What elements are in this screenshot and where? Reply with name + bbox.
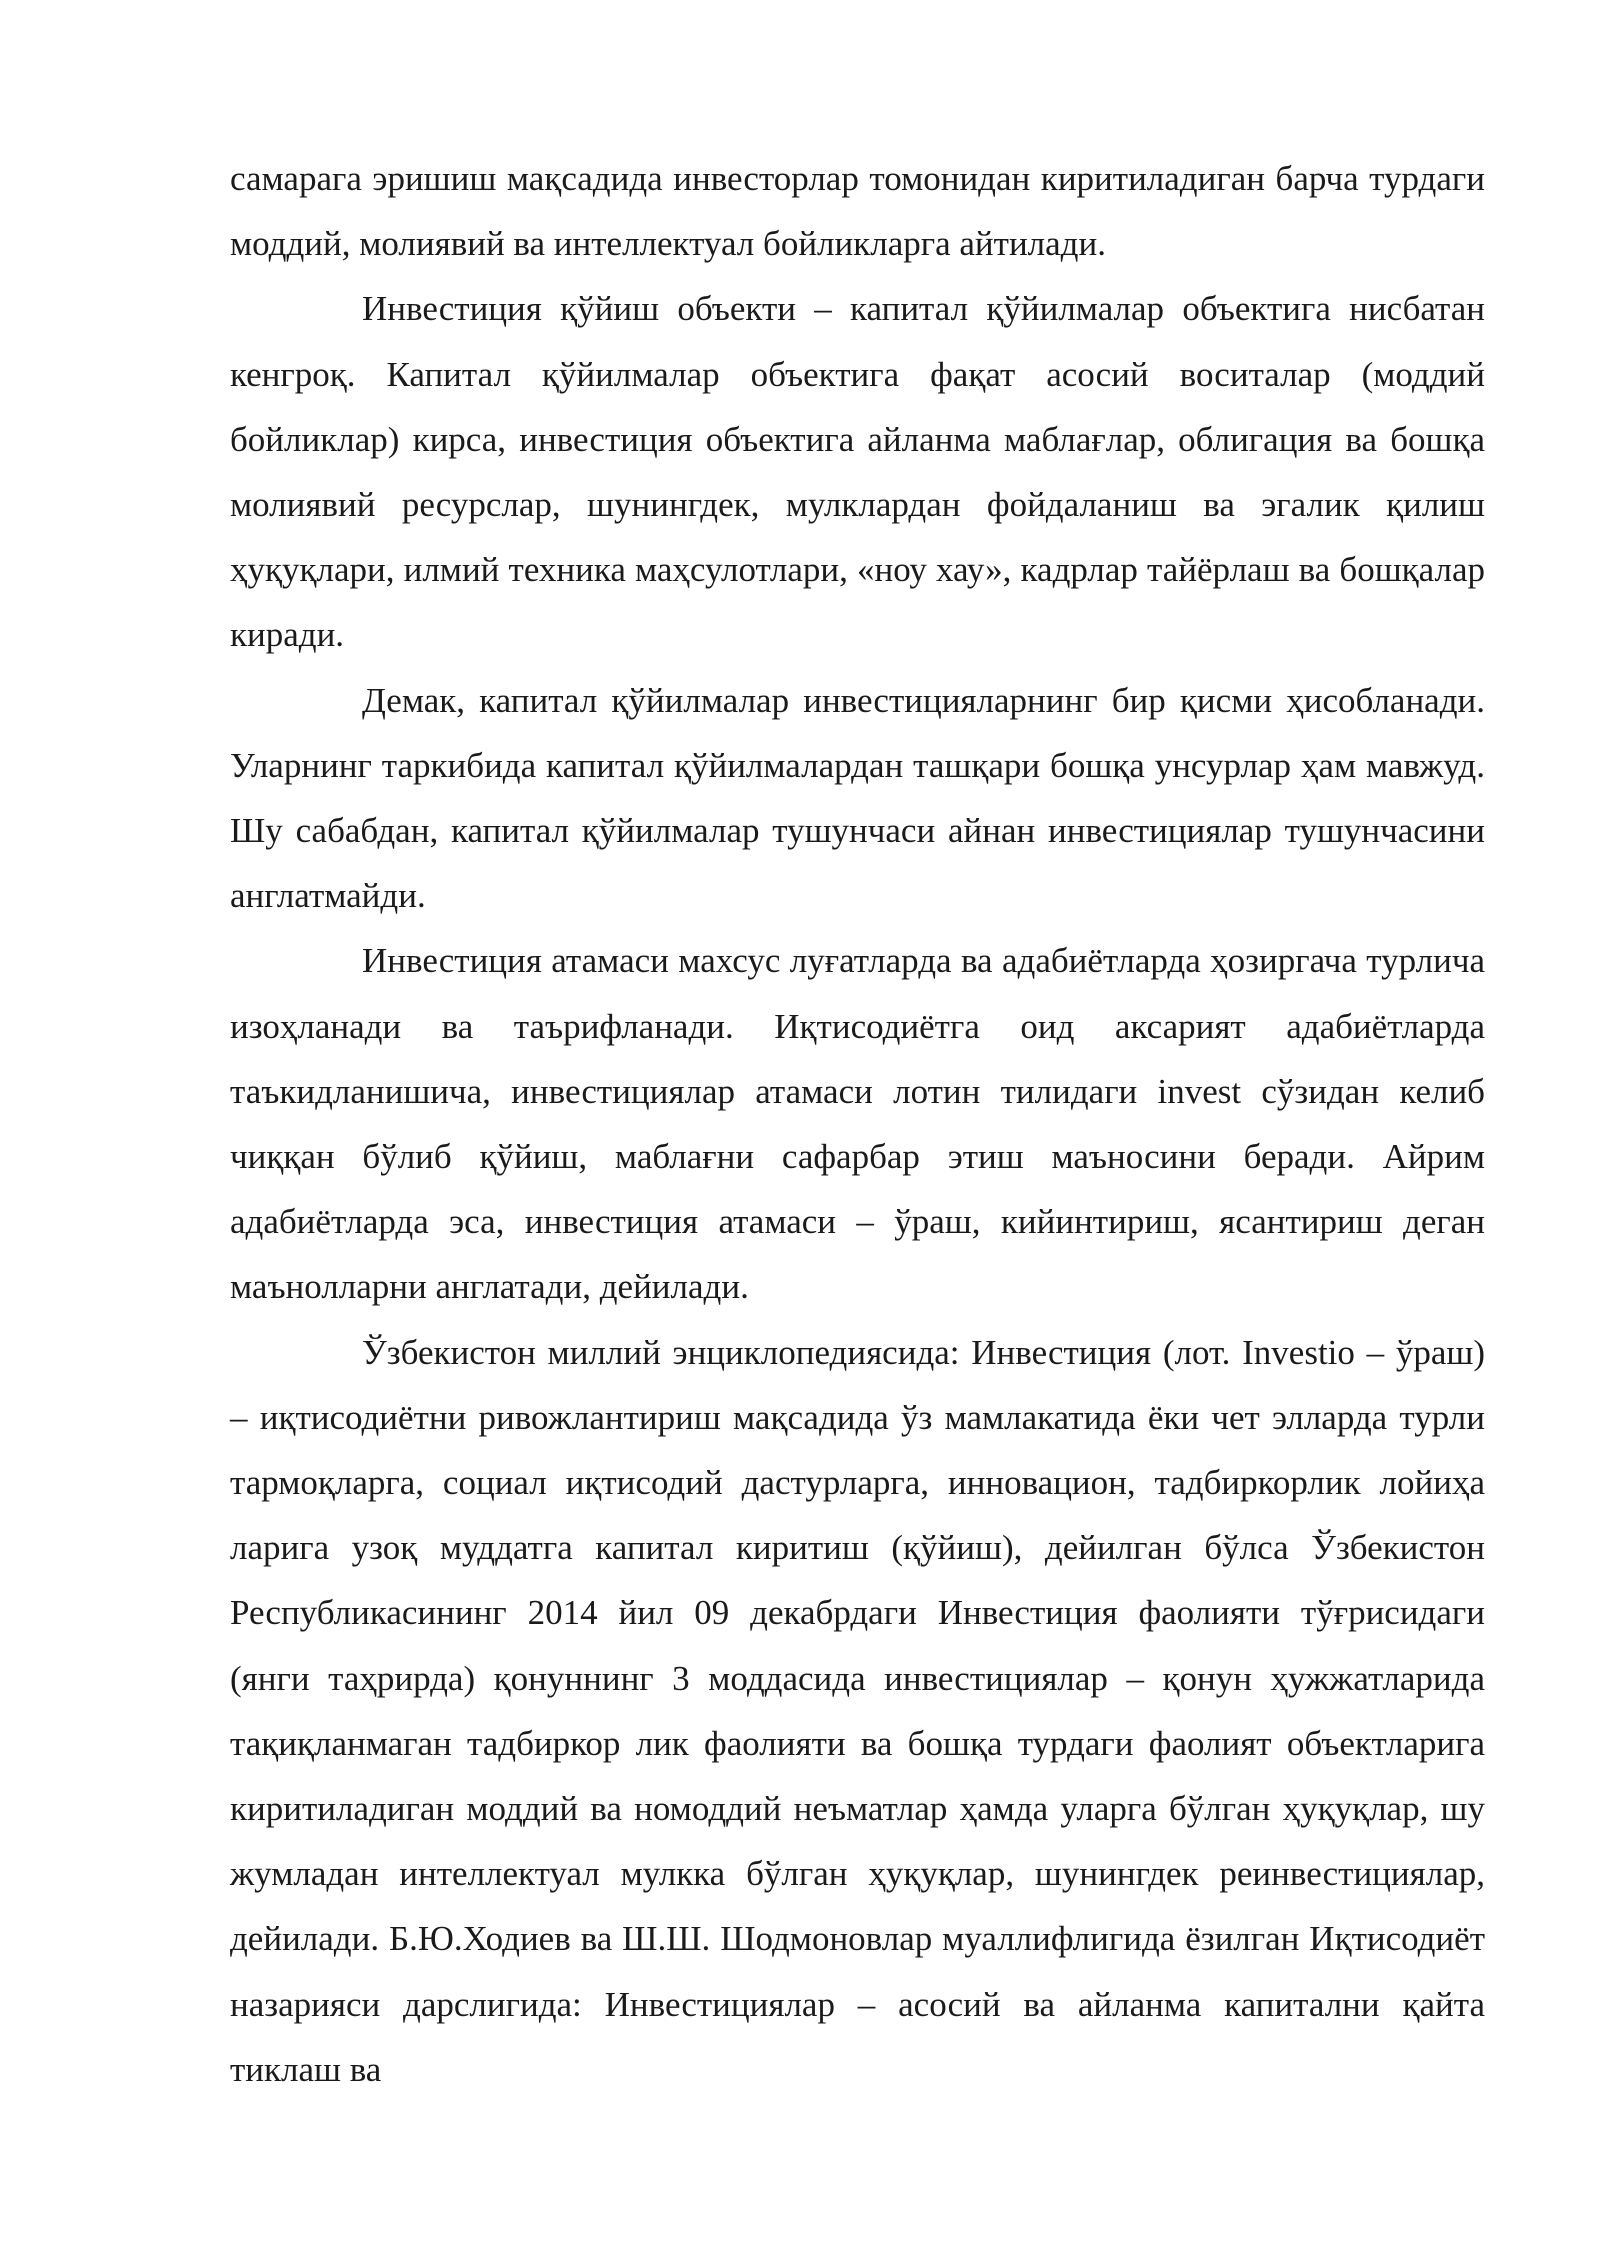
document-body xyxy=(230,146,1485,2102)
paragraph-2: Инвестиция қўйиш объекти – капитал қўйилмалар объектига нисбатан кенгроқ. Капитал қўйилмалар объектига фақат асосий воситалар (моддий бойликлар) кирса, инвестиция объектига айланма маблағлар, облигация ва бошқа молиявий ресурслар, шунингдек, мулклардан фойдаланиш ва эгалик қилиш ҳуқуқлари, илмий техника маҳсулотлари, «ноу хау», кадрлар тайёрлаш ва бошқалар киради. xyxy=(230,289,1485,655)
paragraph-5: Ўзбекистон миллий энциклопедиясида: Инвестиция (лот. Investio – ўраш) – иқтисодиётни ривожлантириш мақсадида ўз мамлакатида ёки чет элларда турли тармоқларга, социал иқтисодий дастурларга, инновацион, тадбиркорлик лойиҳа ларига узоқ муддатга капитал киритиш (қўйиш), дейилган бўлса Ўзбекистон Республикасининг 2014 йил 09 декабрдаги Инвестиция фаолияти тўғрисидаги (янги таҳрирда) қонуннинг 3 моддасида инвестициялар – қонун ҳужжатларида тақиқланмаган тадбиркор лик фаолияти ва бошқа турдаги фаолият объектларига киритиладиган моддий ва номоддий неъматлар ҳамда уларга бўлган ҳуқуқлар, шу жумладан интеллектуал мулкка бўлган ҳуқуқлар, шунингдек реинвестициялар, дейилади. Б.Ю.Ходиев ва Ш.Ш. Шодмоновлар муаллифлигида ёзилган Иқтисодиёт назарияси дарслигида: Инвестициялар – асосий ва айланма капитални қайта тиклаш ва xyxy=(230,1332,1485,2089)
paragraph-3: Демак, капитал қўйилмалар инвестицияларнинг бир қисми ҳисобланади. Уларнинг таркибида капитал қўйилмалардан ташқари бошқа унсурлар ҳам мавжуд. Шу сабабдан, капитал қўйилмалар тушунчаси айнан инвестициялар тушунчасини англатмайди. xyxy=(230,680,1485,916)
paragraph-1: самарага эришиш мақсадида инвесторлар томонидан киритиладиган барча турдаги моддий, молиявий ва интеллектуал бойликларга айтилади. xyxy=(230,159,1485,264)
paragraph-4: Инвестиция атамаси махсус луғатларда ва адабиётларда ҳозиргача турлича изоҳланади ва таърифланади. Иқтисодиётга оид аксарият адабиётларда таъкидланишича, инвестициялар атамаси лотин тилидаги invest сўзидан келиб чиққан бўлиб қўйиш, маблағни сафарбар этиш маъносини беради. Айрим адабиётларда эса, инвестиция атамаси – ўраш, кийинтириш, ясантириш деган маънолларни англатади, дейилади. xyxy=(230,941,1485,1307)
